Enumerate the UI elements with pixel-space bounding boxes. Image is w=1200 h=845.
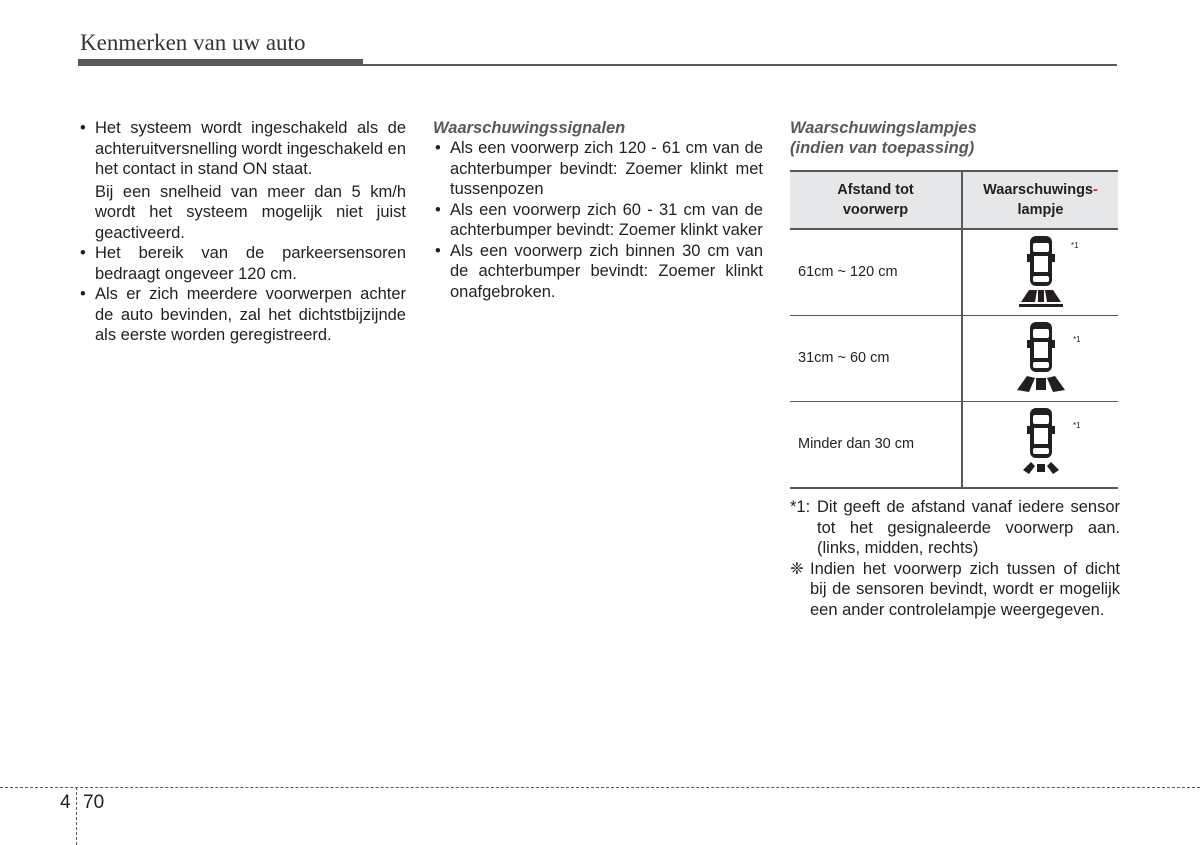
parking-sensor-far-icon xyxy=(1011,234,1071,310)
heading-line: Waarschuwingslampjes xyxy=(790,119,977,137)
distance-cell: 61cm ~ 120 cm xyxy=(790,229,962,316)
note-symbol-icon: ❈ xyxy=(790,559,804,578)
distance-cell: Minder dan 30 cm xyxy=(790,402,962,489)
header-line: voorwerp xyxy=(842,202,909,218)
parking-sensor-mid-icon xyxy=(1011,320,1071,396)
footnote-ref: *1 xyxy=(1073,335,1081,344)
table-row xyxy=(790,229,1118,316)
header-text: Waarschuwings xyxy=(983,182,1093,198)
column-3 xyxy=(790,118,1120,620)
bullet-item xyxy=(78,118,406,243)
bullet-item: • Het bereik van de parkeersensoren bedraagt ongeveer 120 cm. xyxy=(78,243,406,284)
table-header-lamp xyxy=(962,171,1118,229)
bullet-item: • Als een voorwerp zich 120 - 61 cm van de achterbumper bevindt: Zoemer klinkt met tussenpozen xyxy=(433,138,763,200)
column-2-bullet-list xyxy=(433,138,763,302)
bullet-text: Het systeem wordt ingeschakeld als de achteruitversnelling wordt ingeschakeld en het contact in stand ON staat. xyxy=(95,119,406,178)
footer-dashed-divider xyxy=(76,787,77,845)
header-line: Afstand tot xyxy=(837,182,914,198)
table-row xyxy=(790,316,1118,402)
column-1-bullet-list xyxy=(78,118,406,346)
footnote-ref: *1 xyxy=(1071,241,1079,250)
footnote-1 xyxy=(790,497,1120,559)
page-header-title: Kenmerken van uw auto xyxy=(80,30,306,55)
lamp-cell xyxy=(962,229,1118,316)
footnote-2 xyxy=(790,559,1120,621)
parking-sensor-near-icon xyxy=(1011,406,1071,482)
bullet-item: • Als er zich meerdere voorwerpen achter de auto bevinden, zal het dichtstbijzijnde als eerste worden geregistreerd. xyxy=(78,284,406,346)
table-row xyxy=(790,402,1118,489)
sub-paragraph: Bij een snelheid van meer dan 5 km/h wordt het systeem mogelijk niet juist geactiveerd. xyxy=(95,182,406,242)
distance-cell: 31cm ~ 60 cm xyxy=(790,316,962,402)
heading-line: (indien van toepassing) xyxy=(790,139,975,157)
chapter-number: 4 xyxy=(60,792,71,813)
bullet-item: • Als een voorwerp zich binnen 30 cm van de achterbumper bevindt: Zoemer klinkt onafgebroken. xyxy=(433,241,763,303)
lamp-cell xyxy=(962,402,1118,489)
header-line: lampje xyxy=(1017,202,1064,218)
header-rule xyxy=(78,64,1117,66)
table-header-row xyxy=(790,171,1118,229)
footnote-text: Dit geeft de afstand vanaf iedere sensor tot het gesignaleerde voorwerp aan. (links, midden, rechts) xyxy=(817,498,1120,557)
footnote-text: Indien het voorwerp zich tussen of dicht bij de sensoren bevindt, wordt er mogelijk een ander controlelampje weergegeven. xyxy=(810,559,1120,619)
footer-dashed-rule xyxy=(0,787,1200,788)
lamp-cell xyxy=(962,316,1118,402)
bullet-item: • Als een voorwerp zich 60 - 31 cm van de achterbumper bevindt: Zoemer klinkt vaker xyxy=(433,200,763,241)
footnotes xyxy=(790,497,1120,620)
section-heading-warning-lamps xyxy=(790,118,1120,158)
footnote-ref: *1 xyxy=(1073,421,1081,430)
header-hyphen: - xyxy=(1093,182,1098,198)
column-1 xyxy=(78,118,406,346)
column-2 xyxy=(433,118,763,302)
footnote-mark: *1: xyxy=(790,498,811,516)
table-header-distance xyxy=(790,171,962,229)
warning-lamp-table xyxy=(790,170,1118,489)
header-line xyxy=(963,180,1118,200)
page-number: 70 xyxy=(83,792,105,813)
section-heading-warning-signals: Waarschuwingssignalen xyxy=(433,119,626,137)
